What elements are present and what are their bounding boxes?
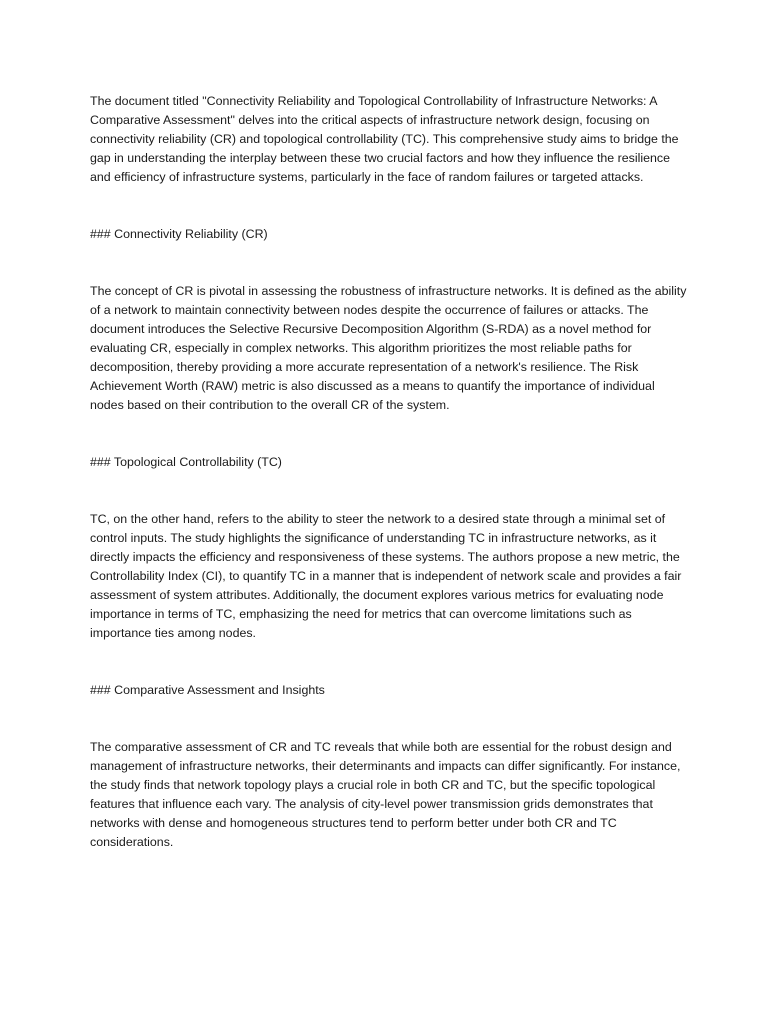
document-page (90, 92, 690, 852)
section-heading-topological-controllability: ### Topological Controllability (TC) (90, 455, 282, 469)
section-heading-connectivity-reliability: ### Connectivity Reliability (CR) (90, 227, 268, 241)
spacer (90, 244, 690, 282)
spacer (90, 415, 690, 453)
intro-paragraph: The document titled "Connectivity Reliability and Topological Controllability of Infrastructure Networks: A Comparative Assessment" delves into the critical aspects of infrastructure network design, focusing on connectivity reliability (CR) and topological controllability (TC). This comprehensive study aims to bridge the gap in understanding the interplay between these two crucial factors and how they influence the resilience and efficiency of infrastructure systems, particularly in the face of random failures or targeted attacks. (90, 94, 679, 184)
spacer (90, 643, 690, 681)
section-body-comparative-assessment: The comparative assessment of CR and TC reveals that while both are essential for the robust design and management of infrastructure networks, their determinants and impacts can differ significantly. For instance, the study finds that network topology plays a crucial role in both CR and TC, but the specific topological features that influence each vary. The analysis of city-level power transmission grids demonstrates that networks with dense and homogeneous structures tend to perform better under both CR and TC considerations. (90, 740, 681, 849)
spacer (90, 187, 690, 225)
section-heading-comparative-assessment: ### Comparative Assessment and Insights (90, 683, 325, 697)
spacer (90, 472, 690, 510)
section-body-connectivity-reliability: The concept of CR is pivotal in assessing the robustness of infrastructure networks. It is defined as the ability of a network to maintain connectivity between nodes despite the occurrence of failures or attacks. The document introduces the Selective Recursive Decomposition Algorithm (S-RDA) as a novel method for evaluating CR, especially in complex networks. This algorithm prioritizes the most reliable paths for decomposition, thereby providing a more accurate representation of a network's resilience. The Risk Achievement Worth (RAW) metric is also discussed as a means to quantify the importance of individual nodes based on their contribution to the overall CR of the system. (90, 284, 687, 412)
spacer (90, 700, 690, 738)
section-body-topological-controllability: TC, on the other hand, refers to the ability to steer the network to a desired state through a minimal set of control inputs. The study highlights the significance of understanding TC in infrastructure networks, as it directly impacts the efficiency and responsiveness of these systems. The authors propose a new metric, the Controllability Index (CI), to quantify TC in a manner that is independent of network scale and provides a fair assessment of system attributes. Additionally, the document explores various metrics for evaluating node importance in terms of TC, emphasizing the need for metrics that can overcome limitations such as importance ties among nodes. (90, 512, 682, 640)
